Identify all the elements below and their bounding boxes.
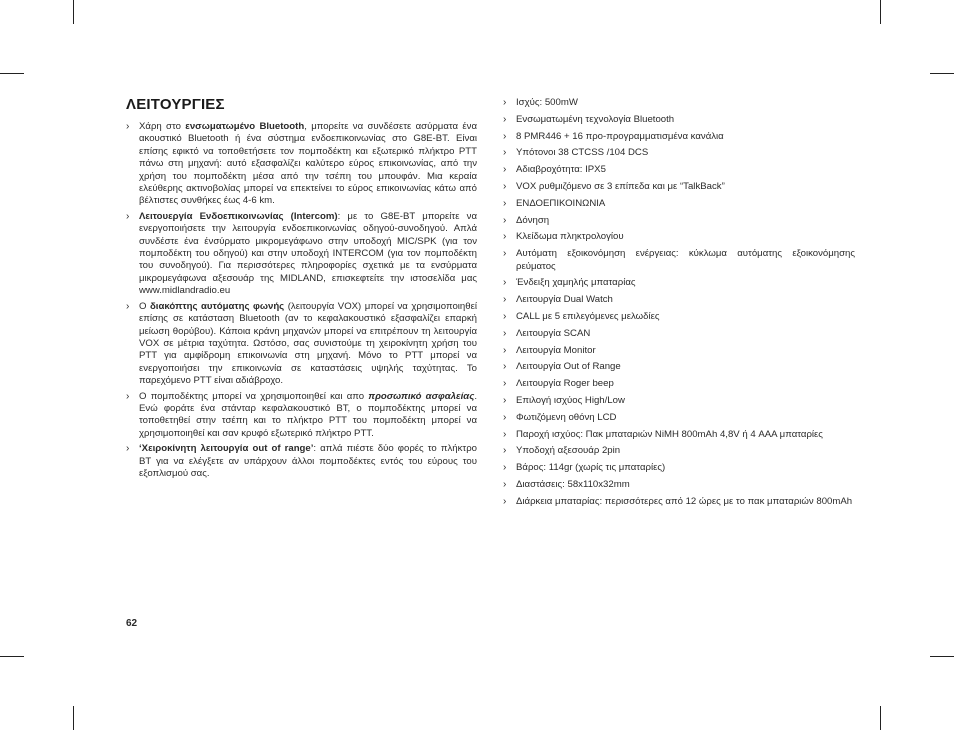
list-item: › Αδιαβροχότητα: IPX5	[503, 164, 855, 176]
list-item: › Υπότονοι 38 CTCSS /104 DCS	[503, 147, 855, 159]
list-item: › Λειτουργία Out of Range	[503, 361, 855, 373]
list-item: › ΕΝΔΟΕΠΙΚΟΙΝΩΝΙΑ	[503, 198, 855, 210]
list-item: › Φωτιζόμενη οθόνη LCD	[503, 412, 855, 424]
feature-paragraph-bluetooth: › Χάρη στο ενσωματωμένο Bluetooth, μπορείτε να συνδέσετε ασύρματα ένα ακουστικό Bluetooth ή ένα σύστημα ενδοεπικοινωνίας στο G8E-BT. Είναι επίσης εφικτό να τοποθετήσετε τον πομποδέκτη και εξωτερικό πλήκτρο PTT πάνω στη μηχανή: αυτό εξασφαλίζει καλύτερο εύρος επικοινωνίας, από την χρήση του πομποδέκτη μέσα από την τσέπη του μπουφάν. Μια κεραία ελεύθερης ακτινοβολίας μπορεί να επεκτείνει το εύρος επικοινωνίας κάτω από βέλτιστες συνθήκες έως 4-6 km.	[126, 121, 477, 208]
feature-paragraph-vox: › Ο διακόπτης αυτόματης φωνής (λειτουργία VOX) μπορεί να χρησιμοποιηθεί επίσης σε κατάσταση Bluetooth (αν το κεφαλακουστικό εξασφαλίζει επαρκή μείωση θορύβου). Κάποια κράνη μηχανών μπορεί να επιτρέπουν τη λειτουργία VOX σε μέτρια ταχύτητα. Ωστόσο, σας συνιστούμε τη χειροκίνητη χρήση του PTT για αμφίδρομη επικοινωνία στη μηχανή. Μόνο το PTT μπορεί να ενεργοποιήσει την επικοινωνία σε καταστάσεις υψηλής ταχύτητας. Το παρεχόμενο PTT είναι αδιάβροχο.	[126, 301, 477, 388]
feature-paragraph-security: › Ο πομποδέκτης μπορεί να χρησιμοποιηθεί και απο προσωπικό ασφαλείας. Ενώ φοράτε ένα στάνταρ κεφαλακουστικό BT, ο πομποδέκτης μπορεί να τοποθετηθεί στην τσέπη και το πλήκτρο PTT του πομποδέκτη μπορεί να χρησιμοποιηθεί και σαν κρυφό εξωτερικό πλήκτρο PTT.	[126, 391, 477, 441]
list-item: › Λειτουργία Monitor	[503, 345, 855, 357]
list-item: › Κλείδωμα πληκτρολογίου	[503, 231, 855, 243]
list-item: › 8 PMR446 + 16 προ-προγραμματισμένα κανάλια	[503, 131, 855, 143]
list-item: › VOX ρυθμιζόμενο σε 3 επίπεδα και με “TalkBack”	[503, 181, 855, 193]
page-title: ΛΕΙΤΟΥΡΓΙΕΣ	[126, 96, 225, 113]
list-item: › Παροχή ισχύος: Πακ μπαταριών NiMH 800mAh 4,8V ή 4 AAA μπαταρίες	[503, 429, 855, 441]
crop-mark-left-top	[0, 73, 24, 74]
list-item: › Λειτουργία Dual Watch	[503, 294, 855, 306]
feature-paragraph-intercom: › Λειτουεργία Ενδοεπικοινωνίας (Intercom): με το G8E-BT μπορείτε να ενεργοποιήσετε την λειτουργία ενδοεπικοινωνίας οδηγού-συνοδηγού. Απλά συνδέστε ένα ένσύρματο μικρομεγάφωνο στην υποδοχή MIC/SPK (για τον πομποδέκτη του οδηγού) και στην υποδοχή INTERCOM (για τον πομποδέκτη του συνοδηγού). Για περισσότερες πληροφορίες σχετικά με τα ενσύρματα μικρομεγάφωνα αξεσουάρ της MIDLAND, επισκεφτείτε την ιστοσελίδα μας www.midlandradio.eu	[126, 211, 477, 298]
list-item: › Ένδειξη χαμηλής μπαταρίας	[503, 277, 855, 289]
list-item: › Λειτουργία SCAN	[503, 328, 855, 340]
crop-mark-right-bottom	[930, 656, 954, 657]
list-item: › Δόνηση	[503, 215, 855, 227]
list-item: › Ενσωματωμένη τεχνολογία Bluetooth	[503, 114, 855, 126]
list-item: › Υποδοχή αξεσουάρ 2pin	[503, 445, 855, 457]
crop-mark-left-bottom	[0, 656, 24, 657]
list-item: › Ισχύς: 500mW	[503, 97, 855, 109]
feature-paragraph-out-of-range: › ‘Χειροκίνητη λειτουργία out of range’: απλά πιέστε δύο φορές το πλήκτρο BT για να ελέγξετε αν υπάρχουν άλλοι πομποδέκτες εντός του εύρους του εξοπλισμού σας.	[126, 443, 477, 480]
crop-mark-bottom-right	[880, 706, 881, 730]
crop-mark-top-right	[880, 0, 881, 24]
list-item: › Διαστάσεις: 58x110x32mm	[503, 479, 855, 491]
page-number: 62	[126, 618, 138, 629]
list-item: › Λειτουργία Roger beep	[503, 378, 855, 390]
features-list	[503, 97, 855, 513]
crop-mark-top-left	[73, 0, 74, 24]
list-item: › Διάρκεια μπαταρίας: περισσότερες από 12 ώρες με το πακ μπαταριών 800mAh	[503, 496, 855, 508]
list-item: › Αυτόματη εξοικονόμηση ενέργειας: κύκλωμα αυτόματης εξοικονόμησης ρεύματος	[503, 248, 855, 273]
crop-mark-right-top	[930, 73, 954, 74]
crop-mark-bottom-left	[73, 706, 74, 730]
list-item: › Επιλογή ισχύος High/Low	[503, 395, 855, 407]
list-item: › CALL με 5 επιλεγόμενες μελωδίες	[503, 311, 855, 323]
list-item: › Βάρος: 114gr (χωρίς τις μπαταρίες)	[503, 462, 855, 474]
features-description	[126, 121, 477, 483]
